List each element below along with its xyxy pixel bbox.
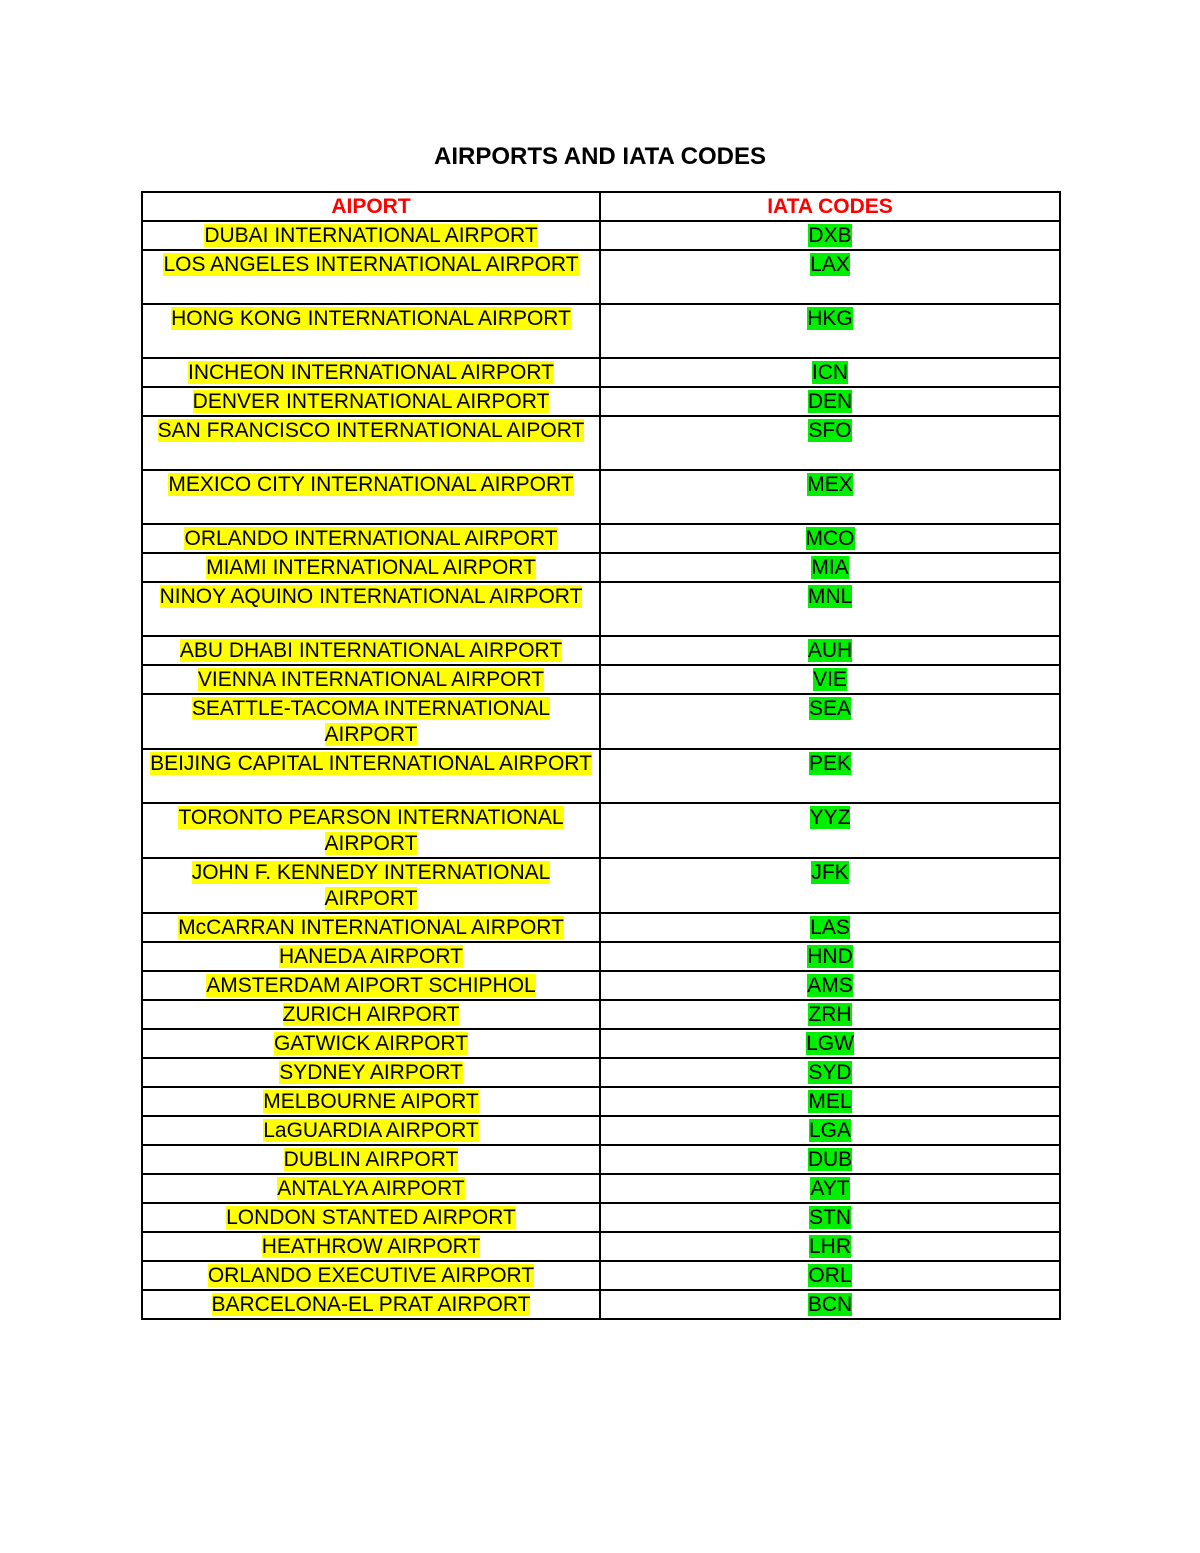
iata-code: VIE (813, 668, 847, 691)
iata-code: DEN (807, 390, 853, 413)
iata-code: ICN (811, 361, 849, 384)
iata-code: BCN (807, 1293, 853, 1316)
iata-code-cell (600, 358, 1060, 387)
airport-cell (142, 803, 600, 858)
airport-name: TORONTO PEARSON INTERNATIONAL AIRPORT (178, 806, 564, 855)
airport-cell (142, 1000, 600, 1029)
table-row (142, 1261, 1060, 1290)
airport-name: DUBAI INTERNATIONAL AIRPORT (204, 224, 538, 247)
iata-code-cell (600, 1261, 1060, 1290)
table-row (142, 1232, 1060, 1261)
airport-cell (142, 582, 600, 636)
iata-code-cell (600, 1174, 1060, 1203)
table-row (142, 913, 1060, 942)
iata-code-cell (600, 1145, 1060, 1174)
airport-cell (142, 250, 600, 304)
iata-code-cell (600, 416, 1060, 470)
airport-cell (142, 1174, 600, 1203)
table-row (142, 387, 1060, 416)
table-row (142, 665, 1060, 694)
iata-code: MNL (807, 585, 853, 608)
iata-code-cell (600, 1087, 1060, 1116)
iata-code: MCO (805, 527, 855, 550)
table-row (142, 749, 1060, 803)
iata-code-cell (600, 1116, 1060, 1145)
airport-cell (142, 221, 600, 250)
airport-name: ORLANDO EXECUTIVE AIRPORT (207, 1264, 535, 1287)
column-header-iata-code (600, 192, 1060, 221)
table-row (142, 1087, 1060, 1116)
airport-cell (142, 387, 600, 416)
airport-name: INCHEON INTERNATIONAL AIRPORT (188, 361, 554, 384)
airport-name: MEXICO CITY INTERNATIONAL AIRPORT (168, 473, 574, 496)
table-row (142, 1000, 1060, 1029)
airport-cell (142, 416, 600, 470)
airport-cell (142, 553, 600, 582)
airport-cell (142, 1232, 600, 1261)
table-row (142, 803, 1060, 858)
table-row (142, 1145, 1060, 1174)
airport-name: SYDNEY AIRPORT (279, 1061, 463, 1084)
iata-code: ORL (808, 1264, 852, 1287)
airport-cell (142, 971, 600, 1000)
table-row (142, 694, 1060, 749)
airport-cell (142, 1029, 600, 1058)
table-header-row (142, 192, 1060, 221)
airport-cell (142, 1058, 600, 1087)
iata-code: ZRH (808, 1003, 852, 1026)
iata-code-cell (600, 665, 1060, 694)
column-header-airport-label: AIPORT (331, 195, 411, 218)
airport-name: BEIJING CAPITAL INTERNATIONAL AIRPORT (150, 752, 592, 775)
table-row (142, 942, 1060, 971)
table-row (142, 221, 1060, 250)
table-row (142, 636, 1060, 665)
iata-code: PEK (808, 752, 852, 775)
iata-code: SFO (808, 419, 852, 442)
table-row (142, 304, 1060, 358)
iata-code: SEA (808, 697, 852, 720)
iata-code-cell (600, 582, 1060, 636)
airport-cell (142, 1261, 600, 1290)
airport-name: BARCELONA-EL PRAT AIRPORT (211, 1293, 531, 1316)
airport-name: HANEDA AIRPORT (279, 945, 463, 968)
iata-code: AMS (807, 974, 853, 997)
iata-code: YYZ (809, 806, 851, 829)
airport-name: HONG KONG INTERNATIONAL AIRPORT (171, 307, 571, 330)
iata-code: LHR (808, 1235, 851, 1258)
airport-cell (142, 1087, 600, 1116)
iata-code-cell (600, 387, 1060, 416)
iata-code-cell (600, 971, 1060, 1000)
airport-cell (142, 942, 600, 971)
iata-code-cell (600, 250, 1060, 304)
iata-code-cell (600, 1058, 1060, 1087)
airport-cell (142, 665, 600, 694)
airport-name: ZURICH AIRPORT (282, 1003, 460, 1026)
airport-name: NINOY AQUINO INTERNATIONAL AIRPORT (159, 585, 583, 608)
iata-code-cell (600, 636, 1060, 665)
iata-code-cell (600, 942, 1060, 971)
table-row (142, 1174, 1060, 1203)
airport-cell (142, 1290, 600, 1319)
airport-name: GATWICK AIRPORT (273, 1032, 469, 1055)
airport-name: SAN FRANCISCO INTERNATIONAL AIPORT (157, 419, 585, 442)
airport-name: LONDON STANTED AIRPORT (226, 1206, 516, 1229)
column-header-iata-code-label: IATA CODES (767, 195, 893, 218)
column-header-airport (142, 192, 600, 221)
airport-cell (142, 858, 600, 913)
iata-code-cell (600, 1290, 1060, 1319)
iata-code: AUH (807, 639, 853, 662)
iata-code-cell (600, 694, 1060, 749)
table-row (142, 250, 1060, 304)
airport-name: ORLANDO INTERNATIONAL AIRPORT (184, 527, 558, 550)
iata-code: DXB (808, 224, 852, 247)
iata-code-cell (600, 749, 1060, 803)
iata-code-cell (600, 221, 1060, 250)
airport-cell (142, 304, 600, 358)
airport-cell (142, 913, 600, 942)
page-title: AIRPORTS AND IATA CODES (433, 143, 766, 170)
table-row (142, 470, 1060, 524)
iata-code: HND (807, 945, 853, 968)
table-row (142, 1058, 1060, 1087)
iata-code: JFK (811, 861, 849, 884)
airport-name: LaGUARDIA AIRPORT (263, 1119, 479, 1142)
airport-cell (142, 636, 600, 665)
iata-code: HKG (807, 307, 853, 330)
airport-name: JOHN F. KENNEDY INTERNATIONAL AIRPORT (191, 861, 551, 910)
airport-name: AMSTERDAM AIPORT SCHIPHOL (206, 974, 536, 997)
table-row (142, 416, 1060, 470)
airport-cell (142, 694, 600, 749)
table-row (142, 1029, 1060, 1058)
iata-code-cell (600, 1029, 1060, 1058)
airport-name: HEATHROW AIRPORT (261, 1235, 481, 1258)
iata-code: STN (809, 1206, 851, 1229)
table-row (142, 358, 1060, 387)
iata-code: LAX (810, 253, 850, 276)
airport-name: ABU DHABI INTERNATIONAL AIRPORT (179, 639, 563, 662)
table-row (142, 1290, 1060, 1319)
iata-code: LGW (806, 1032, 854, 1055)
iata-code-cell (600, 913, 1060, 942)
airport-cell (142, 470, 600, 524)
airport-cell (142, 1145, 600, 1174)
iata-code: MEX (807, 473, 853, 496)
airport-cell (142, 358, 600, 387)
airport-name: MIAMI INTERNATIONAL AIRPORT (206, 556, 536, 579)
iata-code-cell (600, 1203, 1060, 1232)
table-row (142, 553, 1060, 582)
iata-code-cell (600, 553, 1060, 582)
airport-name: McCARRAN INTERNATIONAL AIRPORT (178, 916, 564, 939)
iata-code-cell (600, 803, 1060, 858)
airport-name: ANTALYA AIRPORT (277, 1177, 465, 1200)
airport-cell (142, 524, 600, 553)
iata-code: LAS (810, 916, 850, 939)
iata-code: MIA (811, 556, 849, 579)
table-row (142, 971, 1060, 1000)
airport-name: MELBOURNE AIPORT (263, 1090, 479, 1113)
airport-name: LOS ANGELES INTERNATIONAL AIRPORT (163, 253, 579, 276)
airport-table (141, 191, 1061, 1320)
iata-code-cell (600, 1232, 1060, 1261)
iata-code-cell (600, 470, 1060, 524)
iata-code: AYT (810, 1177, 850, 1200)
table-row (142, 524, 1060, 553)
table-row (142, 858, 1060, 913)
iata-code-cell (600, 858, 1060, 913)
airport-name: DUBLIN AIRPORT (283, 1148, 459, 1171)
iata-code: SYD (808, 1061, 852, 1084)
airport-name: SEATTLE-TACOMA INTERNATIONAL AIRPORT (191, 697, 551, 746)
airport-name: DENVER INTERNATIONAL AIRPORT (192, 390, 550, 413)
iata-code-cell (600, 524, 1060, 553)
airport-cell (142, 749, 600, 803)
table-row (142, 1116, 1060, 1145)
table-row (142, 582, 1060, 636)
iata-code-cell (600, 304, 1060, 358)
iata-code-cell (600, 1000, 1060, 1029)
iata-code: DUB (807, 1148, 853, 1171)
iata-code: MEL (808, 1090, 852, 1113)
table-row (142, 1203, 1060, 1232)
airport-cell (142, 1116, 600, 1145)
airport-name: VIENNA INTERNATIONAL AIRPORT (197, 668, 545, 691)
iata-code: LGA (808, 1119, 852, 1142)
airport-cell (142, 1203, 600, 1232)
